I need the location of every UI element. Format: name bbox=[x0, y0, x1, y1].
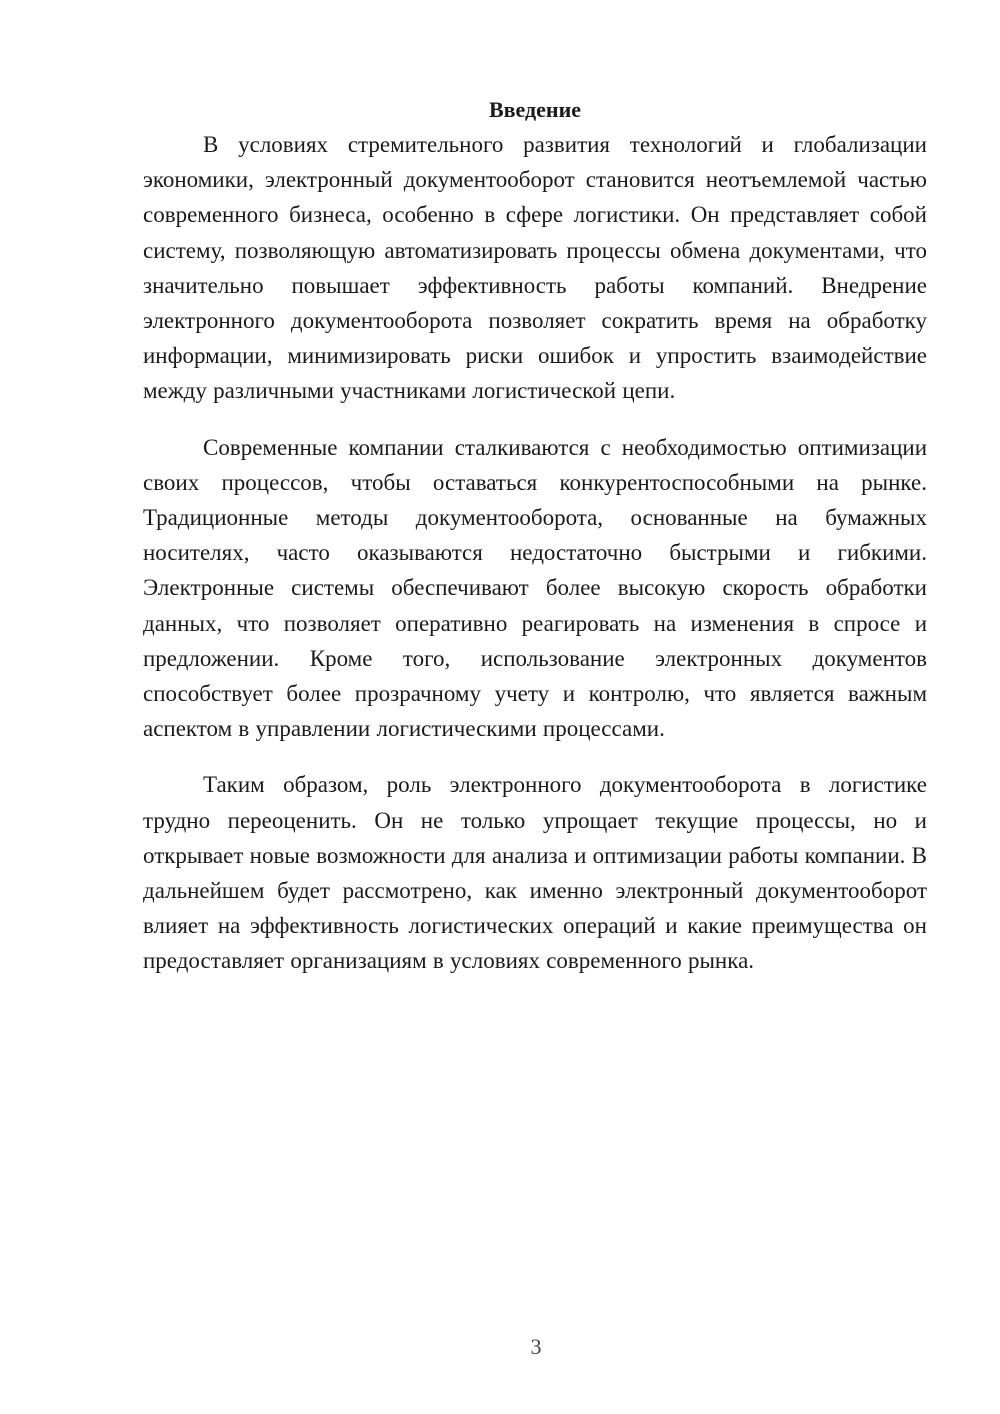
page-number: 3 bbox=[530, 1334, 542, 1359]
paragraph-2: Современные компании сталкиваются с необходимостью оптимизации своих процессов, чтобы оставаться конкурентоспособными на рынке. Традиционные методы документооборота, основанные на бумажных носителях, часто оказываются недостаточно быстрыми и гибкими. Электронные системы обеспечивают более высокую скорость обработки данных, что позволяет оперативно реагировать на изменения в спросе и предложении. Кроме того, использование электронных документов способствует более прозрачному учету и контролю, что является важным аспектом в управлении логистическими процессами. bbox=[143, 434, 927, 742]
page-title: Введение bbox=[488, 97, 582, 122]
page-content bbox=[143, 92, 927, 1000]
paragraph-1: В условиях стремительного развития технологий и глобализации экономики, электронный документооборот становится неотъемлемой частью современного бизнеса, особенно в сфере логистики. Он представляет собой систему, позволяющую автоматизировать процессы обмена документами, что значительно повышает эффективность работы компаний. Внедрение электронного документооборота позволяет сократить время на обработку информации, минимизировать риски ошибок и упростить взаимодействие между различными участниками логистической цепи. bbox=[143, 132, 927, 404]
paragraph-3: Таким образом, роль электронного документооборота в логистике трудно переоценить. Он не только упрощает текущие процессы, но и открывает новые возможности для анализа и оптимизации работы компании. В дальнейшем будет рассмотрено, как именно электронный документооборот влияет на эффективность логистических операций и какие преимущества он предоставляет организациям в условиях современного рынка. bbox=[143, 772, 927, 974]
